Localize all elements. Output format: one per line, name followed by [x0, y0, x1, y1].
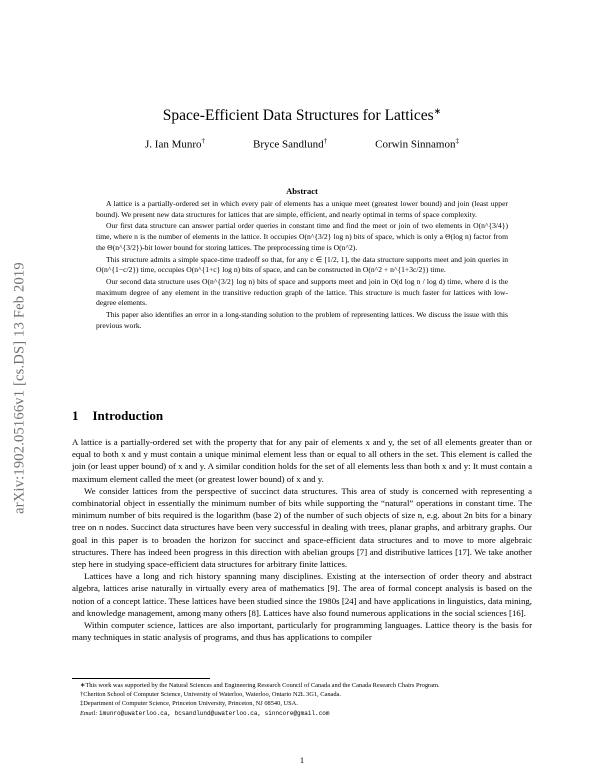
- arxiv-sidebar-stamp: [6, 215, 34, 560]
- author: J. Ian Munro†: [145, 137, 206, 151]
- footnote-divider: [72, 678, 210, 679]
- footnote-emails: [72, 709, 532, 718]
- author: Corwin Sinnamon‡: [375, 137, 459, 151]
- footnote: †Cheriton School of Computer Science, University of Waterloo, Waterloo, Ontario N2L 3G1, Canada.: [80, 691, 341, 699]
- footnote: ‡Department of Computer Science, Princeton University, Princeton, NJ 08540, USA.: [80, 700, 298, 708]
- email-addresses: imunro@uwaterloo.ca, bcsandlund@uwaterloo.ca, sinncore@gmail.com: [99, 709, 330, 717]
- section-title: Introduction: [92, 408, 164, 423]
- email-label: Email:: [80, 709, 98, 717]
- body-paragraph: We consider lattices from the perspective of succinct data structures. This area of study is concerned with representing a combinatorial object in essentially the minimum number of bits while supporting the “natural” operations in constant time. The minimum number of bits required is the logarithm (base 2) of the number of such objects of size n, e.g. about 2n bits for a binary tree on n nodes. Succinct data structures have been very successful in dealing with trees, planar graphs, and arbitrary graphs. Our goal in this paper is to broaden the horizon for succinct and space-efficient data structures and to move to more algebraic structures. There has indeed been progress in this direction with abelian groups [7] and distributive lattices [17]. We take another step here in studying space-efficient data structures for arbitrary finite lattices.: [72, 485, 532, 570]
- body-paragraph: Lattices have a long and rich history spanning many disciplines. Existing at the intersection of order theory and abstract algebra, lattices arise naturally in virtually every area of mathematics [9]. The area of formal concept analysis is based on the notion of a concept lattice. These lattices have been studied since the 1980s [24] and have applications in linguistics, data mining, and knowledge management, among many others [8]. Lattices have also found numerous applications in the social sciences [16].: [72, 571, 532, 618]
- body-paragraph: A lattice is a partially-ordered set with the property that for any pair of elements x and y, the set of all elements greater than or equal to both x and y must contain a unique minimal element less than or equal to all others in the set. This element is called the join (or least upper bound) of x and y. A similar condition holds for the set of all elements less than both x and y: It must contain a maximum element called the meet (or greatest lower bound) of x and y.: [72, 437, 532, 484]
- body-paragraph: Within computer science, lattices are also important, particularly for programming languages. Lattice theory is the basis for many techniques in static analysis of programs, and thus has applications to compiler: [72, 620, 532, 643]
- introduction-body: [72, 436, 532, 643]
- abstract-paragraph: This paper also identifies an error in a long-standing solution to the problem of representing lattices. We discuss the issue with this previous work.: [96, 310, 508, 330]
- page-number: 1: [299, 755, 305, 765]
- paper-title: Space-Efficient Data Structures for Lattices: [162, 107, 434, 125]
- paper-title-block: [72, 106, 532, 125]
- abstract-paragraph: This structure admits a simple space-time tradeoff so that, for any c ∈ [1/2, 1], the data structure supports meet and join queries in O(n^{1−c/2}) time, occupies O(n^{1+c} log n) bits of space, and can be constructed in O(n^2 + n^{1+3c/2}) time.: [96, 254, 508, 275]
- title-footnote-mark: ∗: [433, 106, 442, 116]
- abstract-paragraph: Our first data structure can answer partial order queries in constant time and find the meet or join of two elements in O(n^{3/4}) time, where n is the number of elements in the lattice. It occupies O(n^{3/2} log n) bits of space, which is only a Θ(log n) factor from the Θ(n^{3/2})-bit lower bound for storing lattices. The preprocessing time is O(n^2).: [96, 221, 508, 252]
- author: Bryce Sandlund†: [253, 137, 328, 151]
- footnotes: [72, 681, 532, 718]
- abstract-paragraph: A lattice is a partially-ordered set in which every pair of elements has a unique meet (greatest lower bound) and join (least upper bound). We present new data structures for lattices that are simple, efficient, and nearly optimal in terms of space complexity.: [96, 199, 508, 219]
- footnote: ∗This work was supported by the Natural Sciences and Engineering Research Council of Canada and the Canada Research Chairs Program.: [80, 682, 440, 689]
- section-heading: [72, 408, 163, 424]
- section-number: 1: [72, 408, 79, 423]
- abstract-body: [96, 199, 508, 332]
- author-list: [72, 137, 532, 151]
- abstract-paragraph: Our second data structure uses O(n^{3/2} log n) bits of space and supports meet and join in O(d log n / log d) time, where d is the maximum degree of any element in the transitive reduction graph of the lattice. This structure is much faster for lattices with low-degree elements.: [96, 276, 508, 308]
- abstract-heading: Abstract: [286, 186, 318, 196]
- arxiv-id: arXiv:1902.05166v1 [cs.DS] 13 Feb 2019: [11, 261, 28, 514]
